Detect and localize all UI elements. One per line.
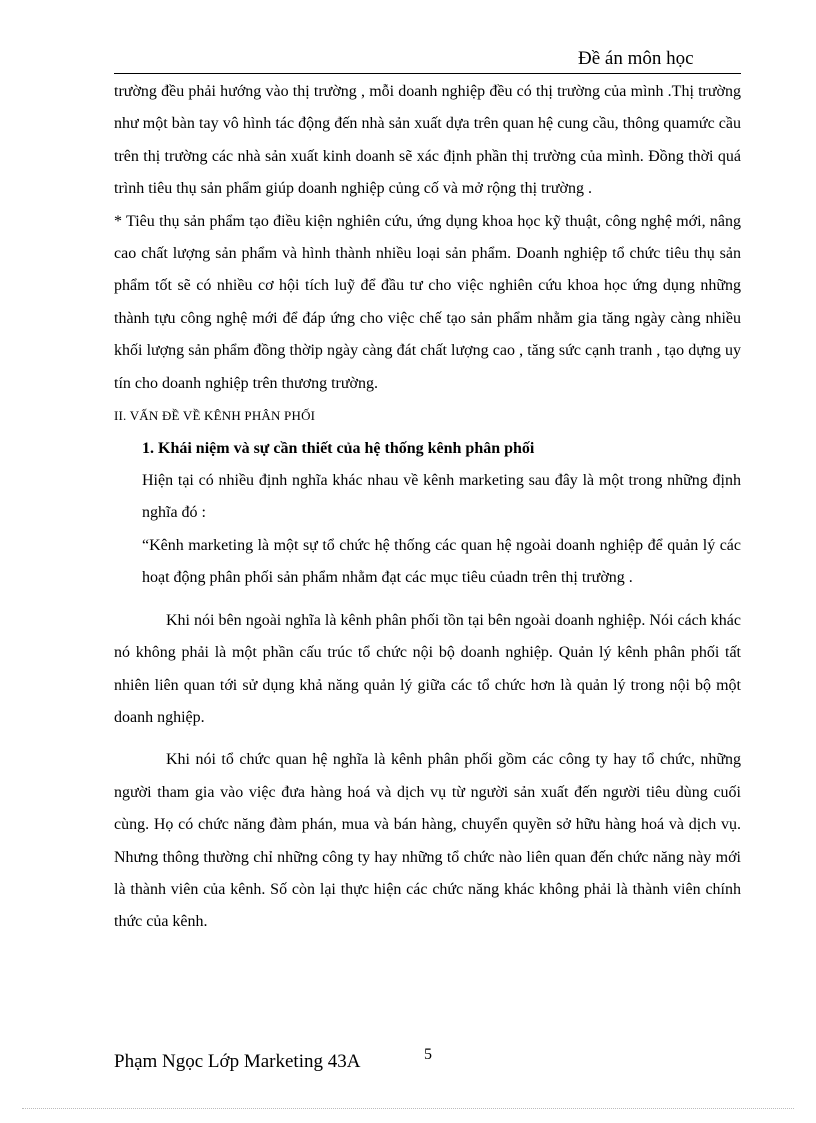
page-bottom-border [22,1108,794,1109]
paragraph-organization: Khi nói tổ chức quan hệ nghĩa là kênh phân phối gồm các công ty hay tổ chức, những người tham gia vào việc đưa hàng hoá và dịch vụ từ người sản xuất đến người tiêu dùng cuối cùng. Họ có chức năng đàm phán, mua và bán hàng, chuyển quyền sở hữu hàng hoá và dịch vụ. Nhưng thông thường chỉ những công ty hay những tổ chức nào liên quan đến chức năng này mới là thành viên của kênh. Số còn lại thực hiện các chức năng khác không phải là thành viên chính thức của kênh. [114,751,741,931]
paragraph-market: trường đều phải hướng vào thị trường , mỗi doanh nghiệp đều có thị trường của mình .Thị trường như một bàn tay vô hình tác động đến nhà sản xuất dựa trên quan hệ cung cầu, thông quamức cầu trên thị trường các nhà sản xuất kinh doanh sẽ xác định phần thị trường của mình. Đồng thời quá trình tiêu thụ sản phẩm giúp doanh nghiệp củng cố và mở rộng thị trường . [114,83,741,198]
section-heading: II. VẤN ĐỀ VỀ KÊNH PHÂN PHỐI [114,408,316,424]
header-rule [114,73,741,74]
definition-quote: “Kênh marketing là một sự tổ chức hệ thống các quan hệ ngoài doanh nghiệp để quản lý các hoạt động phân phối sản phẩm nhằm đạt các mục tiêu củadn trên thị trường . [142,536,741,587]
subheading: 1. Khái niệm và sự cần thiết của hệ thống kênh phân phối [142,440,535,458]
page-number: 5 [424,1046,432,1063]
footer-author: Phạm Ngọc Lớp Marketing 43A [114,1051,361,1072]
definition-intro: Hiện tại có nhiều định nghĩa khác nhau về kênh marketing sau đây là một trong những định nghĩa đó : [142,472,741,522]
paragraph-research: * Tiêu thụ sản phẩm tạo điều kiện nghiên cứu, ứng dụng khoa học kỹ thuật, công nghệ mới, nâng cao chất lượng sản phẩm và hình thành nhiều loại sản phẩm. Doanh nghiệp tổ chức tiêu thụ sản phẩm tốt sẽ có nhiều cơ hội tích luỹ để đầu tư cho việc nghiên cứu khoa học ứng dụng những thành tựu công nghệ mới để đáp ứng cho việc chế tạo sản phẩm nhằm gia tăng ngày càng nhiều khối lượng sản phẩm đồng thờip ngày càng đát chất lượng cao , tăng sức cạnh tranh , tạo dựng uy tín cho doanh nghiệp trên thương trường. [114,212,741,392]
definition-block [114,465,741,595]
paragraph-external: Khi nói bên ngoài nghĩa là kênh phân phối tồn tại bên ngoài doanh nghiệp. Nói cách khác nó không phải là một phần cấu trúc tổ chức nội bộ doanh nghiệp. Quản lý kênh phân phối tất nhiên liên quan tới sử dụng khả năng quản lý giữa các tổ chức hơn là quản lý trong nội bộ một doanh nghiệp. [114,611,741,726]
header-title: Đề án môn học [578,48,694,69]
document-body [114,76,741,939]
